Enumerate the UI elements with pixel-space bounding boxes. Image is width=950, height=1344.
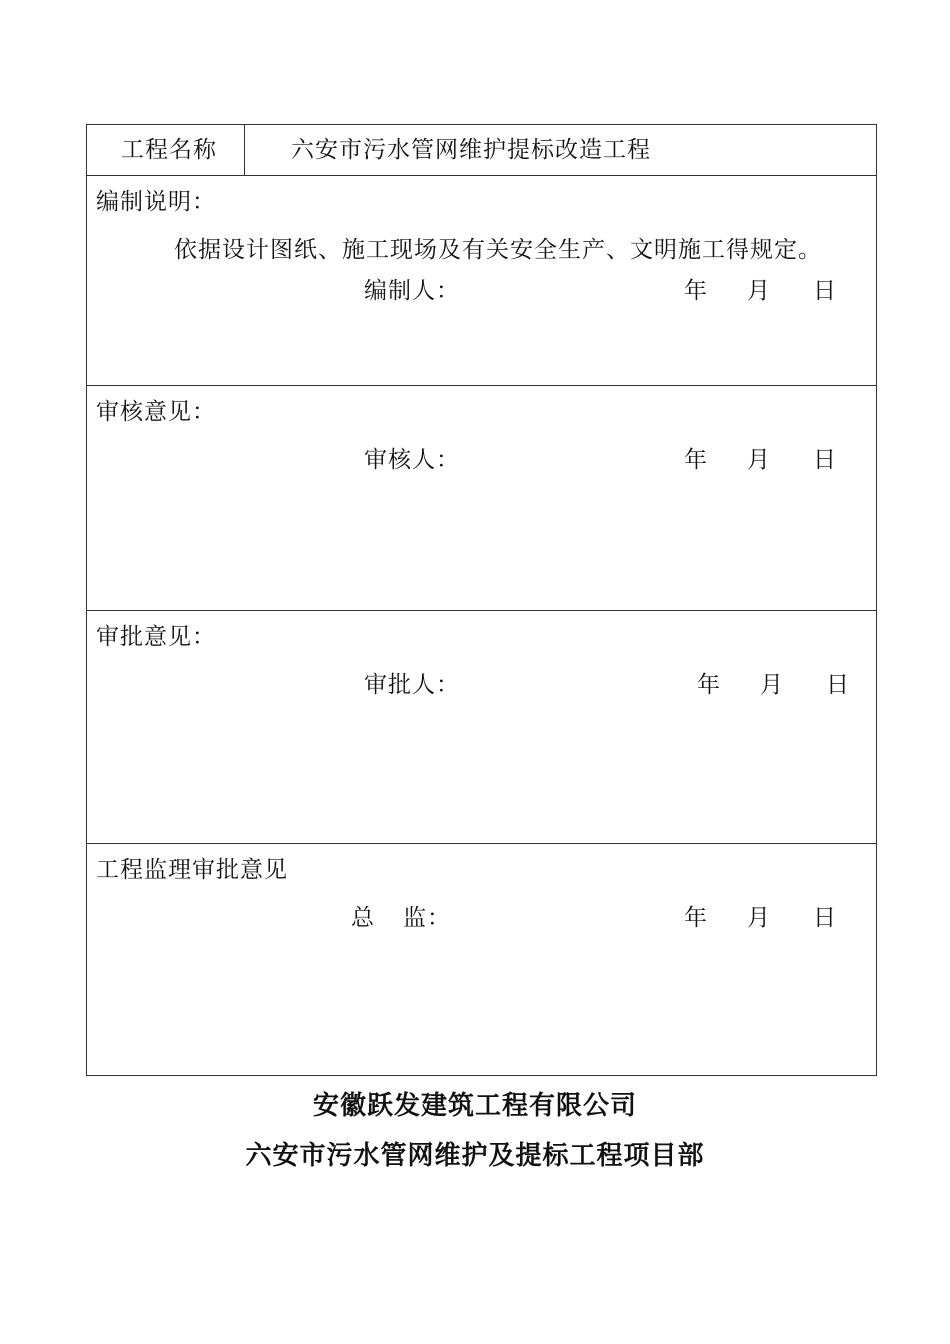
compile-year-label: 年 — [684, 278, 708, 304]
project-name-row — [87, 125, 876, 176]
review-heading: 审核意见： — [96, 399, 216, 425]
approval-year-label: 年 — [697, 672, 721, 698]
compile-heading: 编制说明： — [96, 189, 216, 215]
company-name: 安徽跃发建筑工程有限公司 — [312, 1091, 637, 1121]
review-day-label: 日 — [813, 447, 837, 473]
compile-body: 依据设计图纸、施工现场及有关安全生产、文明施工得规定。 — [174, 237, 822, 263]
project-department-name: 六安市污水管网维护及提标工程项目部 — [245, 1141, 705, 1171]
review-month-label: 月 — [747, 447, 771, 473]
approval-form-table — [86, 124, 877, 1076]
supervision-month-label: 月 — [747, 905, 771, 931]
approval-heading: 审批意见： — [96, 624, 216, 650]
project-name-label: 工程名称 — [121, 137, 217, 163]
chief-supervisor-label-part2: 监： — [403, 905, 451, 931]
compile-section — [87, 176, 876, 386]
approval-section — [87, 611, 876, 844]
review-section — [87, 386, 876, 611]
supervision-section — [87, 844, 876, 1075]
compile-day-label: 日 — [813, 278, 837, 304]
supervision-heading: 工程监理审批意见 — [96, 857, 288, 883]
approver-label: 审批人： — [364, 672, 460, 698]
project-name-value: 六安市污水管网维护提标改造工程 — [291, 137, 651, 163]
approval-month-label: 月 — [760, 672, 784, 698]
reviewer-label: 审核人： — [364, 447, 460, 473]
supervision-day-label: 日 — [813, 905, 837, 931]
compiler-label: 编制人： — [364, 278, 460, 304]
chief-supervisor-label-part1: 总 — [351, 905, 375, 931]
compile-month-label: 月 — [747, 278, 771, 304]
project-name-label-cell — [87, 125, 245, 175]
review-year-label: 年 — [684, 447, 708, 473]
approval-day-label: 日 — [826, 672, 850, 698]
supervision-year-label: 年 — [684, 905, 708, 931]
